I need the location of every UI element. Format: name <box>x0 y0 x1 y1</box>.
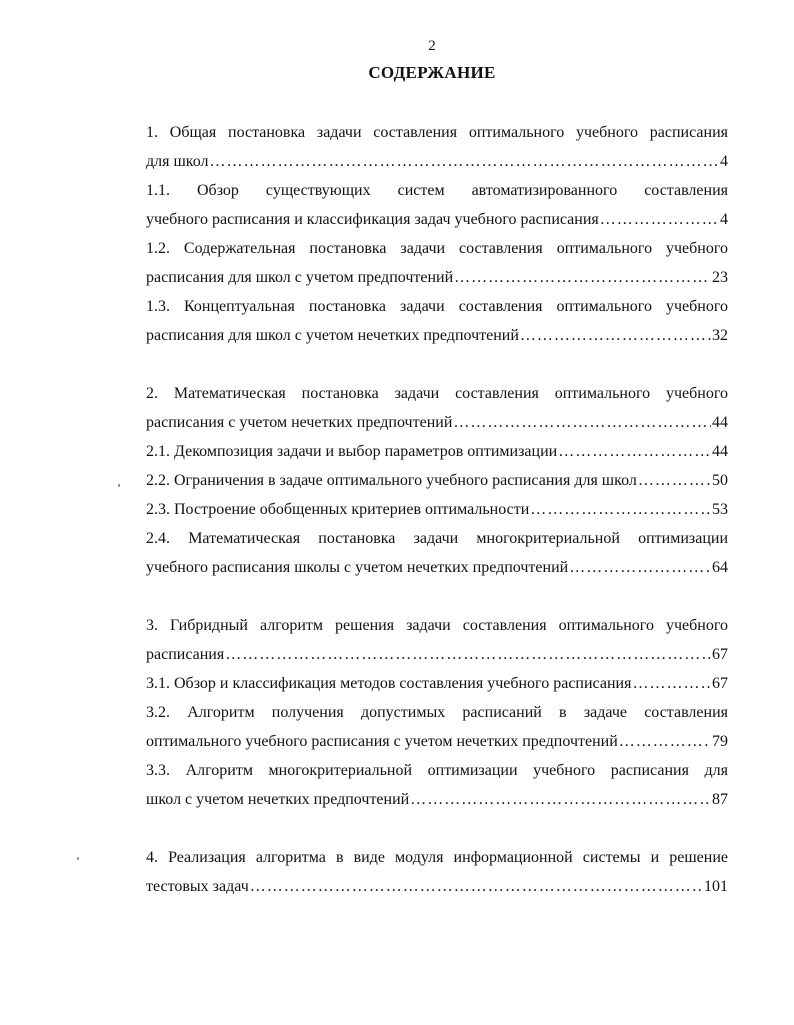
toc-entry-3-2[interactable] <box>146 698 728 756</box>
toc-entry-1-1[interactable] <box>146 176 728 234</box>
toc-page-number: 53 <box>712 501 728 518</box>
dot-leader <box>410 785 711 814</box>
toc-entry-text: расписания <box>146 646 225 663</box>
toc-page-number: 64 <box>712 559 728 576</box>
toc-entry-1-3[interactable] <box>146 292 728 350</box>
toc-page-number: 32 <box>712 327 728 344</box>
toc-entry-last-line <box>146 466 728 495</box>
dot-leader <box>454 263 711 292</box>
toc-entry-text: расписания для школ с учетом нечетких предпочтений <box>146 327 519 344</box>
toc-entry-2[interactable] <box>146 379 728 437</box>
page-number: 2 <box>428 38 436 54</box>
toc-page-number: 23 <box>712 269 728 286</box>
toc-entry-text: 3.2. Алгоритм получения допустимых расписаний в задаче составления <box>146 704 728 721</box>
toc-entry-text: оптимального учебного расписания с учетом нечетких предпочтений <box>146 733 618 750</box>
toc-entry-2-1[interactable] <box>146 437 728 466</box>
table-of-contents <box>146 118 728 901</box>
toc-entry-last-line <box>146 727 728 756</box>
toc-entry-text: расписания с учетом нечетких предпочтений <box>146 414 453 431</box>
scan-speck <box>77 857 79 860</box>
dot-leader <box>210 147 719 176</box>
toc-entry-text: 3.3. Алгоритм многокритериальной оптимизации учебного расписания для <box>146 762 728 779</box>
toc-entry-3-3[interactable] <box>146 756 728 814</box>
toc-entry-last-line <box>146 205 728 234</box>
toc-page-number: 4 <box>720 153 728 170</box>
toc-entry-last-line <box>146 408 728 437</box>
page-title: СОДЕРЖАНИЕ <box>368 63 496 82</box>
section-spacer <box>146 350 728 379</box>
toc-entry-2-3[interactable] <box>146 495 728 524</box>
dot-leader <box>600 205 719 234</box>
toc-entry-text: 1.1. Обзор существующих систем автоматизированного составления <box>146 182 728 199</box>
toc-entry-text: для школ <box>146 153 209 170</box>
toc-page-number: 79 <box>712 733 728 750</box>
dot-leader <box>638 466 711 495</box>
toc-page-number: 44 <box>712 414 728 431</box>
toc-entry-text: 3. Гибридный алгоритм решения задачи составления оптимального учебного <box>146 617 728 634</box>
toc-entry-last-line <box>146 640 728 669</box>
toc-entry-text: 2.1. Декомпозиция задачи и выбор параметров оптимизации <box>146 443 558 460</box>
toc-entry-last-line <box>146 147 728 176</box>
toc-entry-text: 3.1. Обзор и классификация методов составления учебного расписания <box>146 675 632 692</box>
toc-entry-text: учебного расписания и классификация задач учебного расписания <box>146 211 599 228</box>
section-spacer <box>146 814 728 843</box>
toc-entry-text: 2.4. Математическая постановка задачи многокритериальной оптимизации <box>146 530 728 547</box>
dot-leader <box>558 437 711 466</box>
toc-page-number: 44 <box>712 443 728 460</box>
toc-entry-text: 2. Математическая постановка задачи составления оптимального учебного <box>146 385 728 402</box>
toc-entry-last-line <box>146 669 728 698</box>
toc-entry-last-line <box>146 321 728 350</box>
toc-page-number: 101 <box>704 878 728 895</box>
scan-speck <box>118 484 120 487</box>
dot-leader <box>632 669 711 698</box>
toc-entry-4[interactable] <box>146 843 728 901</box>
toc-entry-1[interactable] <box>146 118 728 176</box>
dot-leader <box>619 727 711 756</box>
toc-entry-last-line <box>146 263 728 292</box>
dot-leader <box>250 872 703 901</box>
toc-page-number: 87 <box>712 791 728 808</box>
toc-entry-2-4[interactable] <box>146 524 728 582</box>
dot-leader <box>569 553 711 582</box>
toc-entry-text: 1. Общая постановка задачи составления оптимального учебного расписания <box>146 124 728 141</box>
toc-entry-3-1[interactable] <box>146 669 728 698</box>
toc-entry-last-line <box>146 785 728 814</box>
toc-page-number: 4 <box>720 211 728 228</box>
toc-entry-last-line <box>146 872 728 901</box>
toc-entry-last-line <box>146 437 728 466</box>
toc-entry-text: 2.2. Ограничения в задаче оптимального учебного расписания для школ <box>146 472 637 489</box>
dot-leader <box>225 640 711 669</box>
dot-leader <box>530 495 711 524</box>
toc-entry-text: тестовых задач <box>146 878 249 895</box>
toc-entry-1-2[interactable] <box>146 234 728 292</box>
toc-page-number: 50 <box>712 472 728 489</box>
toc-entry-text: 1.2. Содержательная постановка задачи составления оптимального учебного <box>146 240 728 257</box>
toc-entry-3[interactable] <box>146 611 728 669</box>
toc-entry-last-line <box>146 553 728 582</box>
toc-entry-last-line <box>146 495 728 524</box>
section-spacer <box>146 582 728 611</box>
toc-entry-2-2[interactable] <box>146 466 728 495</box>
toc-entry-text: 1.3. Концептуальная постановка задачи составления оптимального учебного <box>146 298 728 315</box>
dot-leader <box>520 321 711 350</box>
toc-entry-text: учебного расписания школы с учетом нечетких предпочтений <box>146 559 569 576</box>
toc-entry-text: 4. Реализация алгоритма в виде модуля информационной системы и решение <box>146 849 728 866</box>
toc-entry-text: школ с учетом нечетких предпочтений <box>146 791 410 808</box>
dot-leader <box>453 408 711 437</box>
toc-entry-text: расписания для школ с учетом предпочтений <box>146 269 454 286</box>
toc-entry-text: 2.3. Построение обобщенных критериев оптимальности <box>146 501 530 518</box>
toc-page-number: 67 <box>712 675 728 692</box>
toc-page-number: 67 <box>712 646 728 663</box>
